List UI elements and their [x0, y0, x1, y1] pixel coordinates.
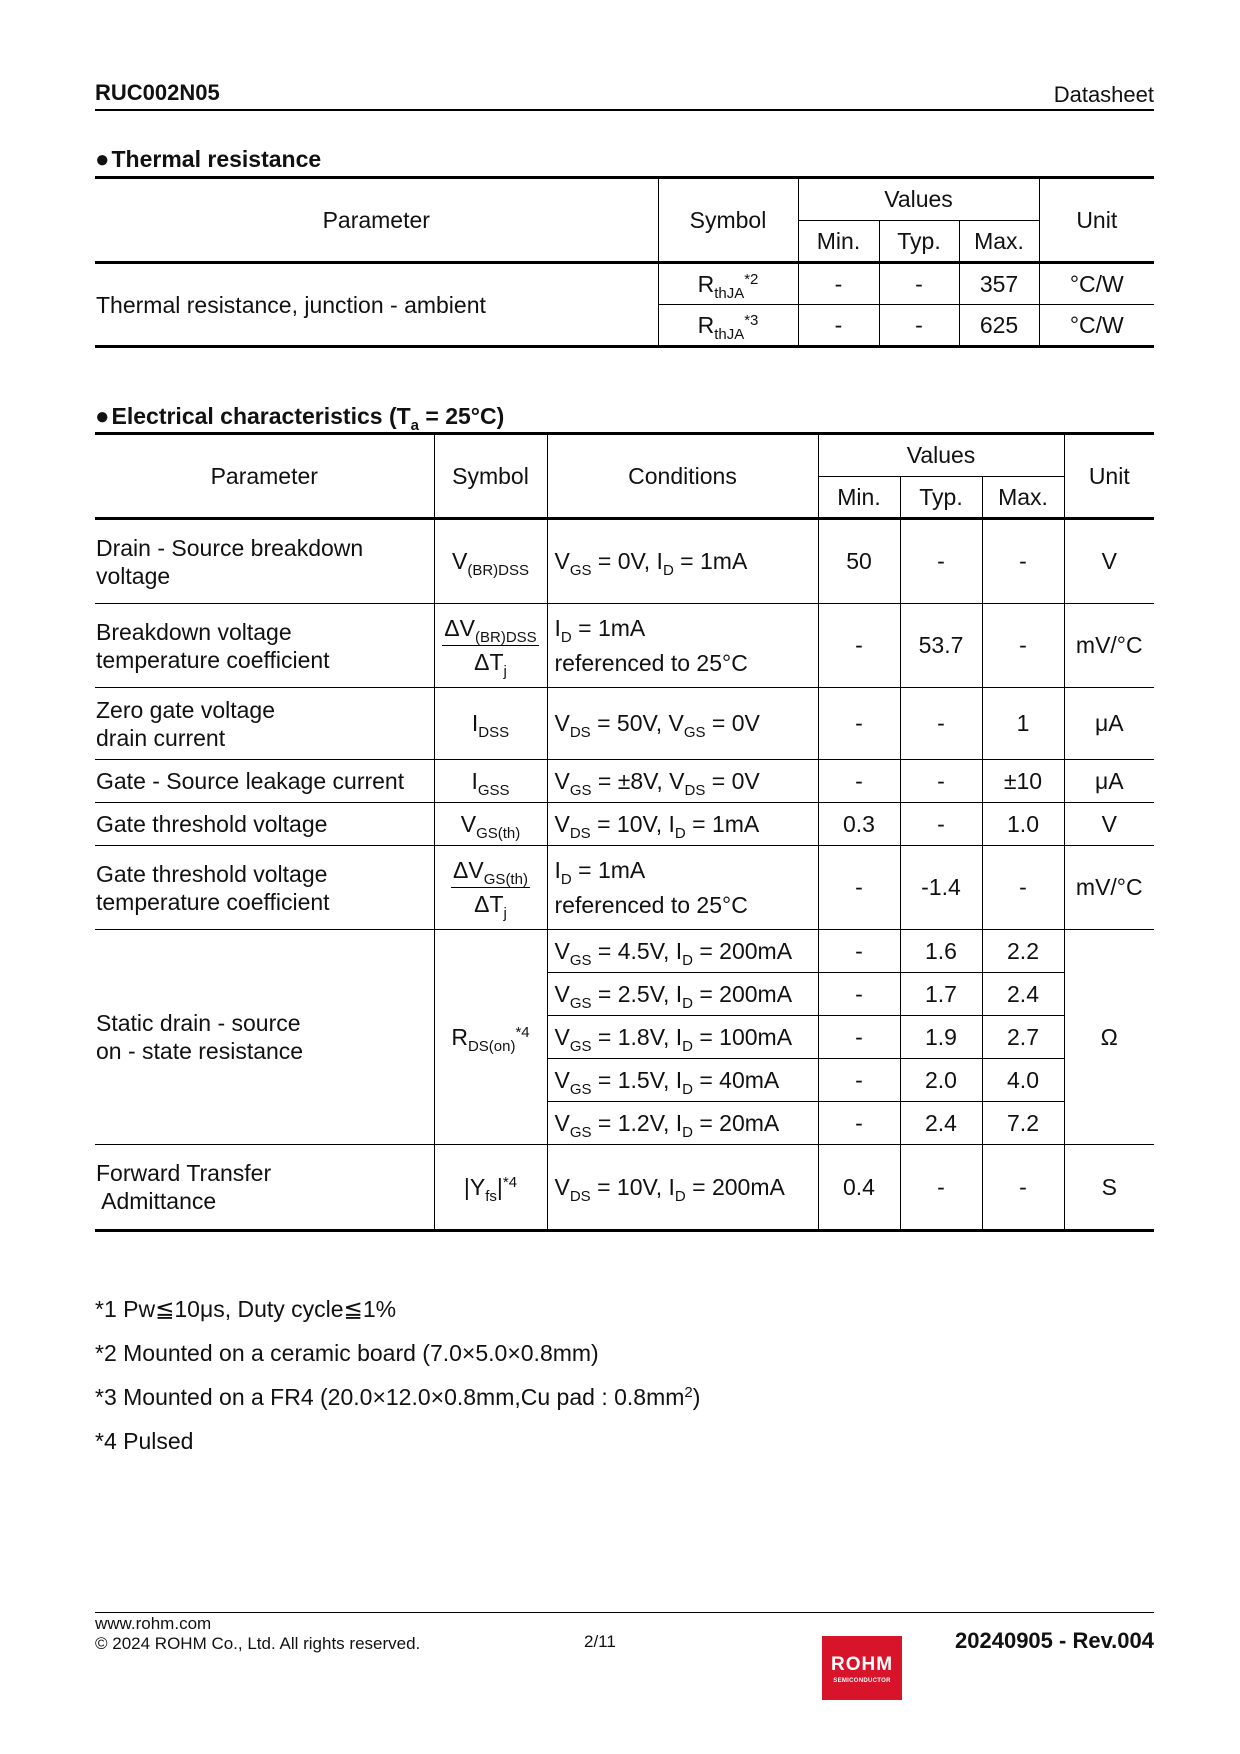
unit-rdson: Ω — [1064, 930, 1154, 1145]
elec-col-min: Min. — [818, 477, 900, 519]
min-rdson: - — [818, 973, 900, 1016]
thermal-title-text: Thermal resistance — [111, 146, 322, 172]
typ-rdson: 1.7 — [900, 973, 982, 1016]
table-row — [95, 604, 1154, 688]
max-rdson: 7.2 — [982, 1102, 1064, 1145]
thermal-min: - — [798, 305, 879, 347]
unit-bvdss: V — [1064, 519, 1154, 604]
table-row — [95, 1145, 1154, 1231]
min-rdson: - — [818, 1102, 900, 1145]
cond-rdson: $V_{GS} = 2.5V$, $I_D = 200mA$ — [547, 973, 818, 1016]
elec-col-values: Values — [818, 434, 1064, 477]
note-1: *1 Pw≦10μs, Duty cycle≦1% — [95, 1296, 397, 1322]
table-row — [95, 688, 1154, 760]
thermal-col-min: Min. — [798, 221, 879, 263]
max-igss: ±10 — [982, 760, 1064, 803]
unit-vth: V — [1064, 803, 1154, 846]
thermal-col-values: Values — [798, 178, 1039, 221]
note-2: *2 Mounted on a ceramic board (7.0×5.0×0.8mm) — [95, 1340, 599, 1366]
thermal-unit: °C/W — [1039, 305, 1154, 347]
typ-yfs: - — [900, 1145, 982, 1231]
elec-col-unit: Unit — [1064, 434, 1154, 519]
thermal-col-max: Max. — [959, 221, 1039, 263]
thermal-typ: - — [879, 263, 959, 305]
cond-vthtc: $I_D = 1mA$ referenced to 25°C — [547, 846, 818, 930]
page-number: 2/11 — [584, 1632, 616, 1651]
elec-col-conditions: Conditions — [547, 434, 818, 519]
thermal-max: 625 — [959, 305, 1039, 347]
symbol-rdson: $R_{DS(on)}^{*4}$ — [434, 930, 547, 1145]
max-rdson: 2.4 — [982, 973, 1064, 1016]
param-bvtc: Breakdown voltage temperature coefficient — [95, 604, 434, 688]
max-rdson: 4.0 — [982, 1059, 1064, 1102]
param-vth: Gate threshold voltage — [95, 803, 434, 846]
elec-col-symbol: Symbol — [434, 434, 547, 519]
header-divider — [95, 109, 1154, 111]
electrical-table — [95, 432, 1154, 1232]
symbol-vthtc: $\frac{\Delta V_{GS(th)}}{\Delta T_j}$ — [434, 846, 547, 930]
max-bvdss: - — [982, 519, 1064, 604]
cond-bvtc: $I_D = 1mA$ referenced to 25°C — [547, 604, 818, 688]
cond-yfs: $V_{DS} = 10V$, $I_D = 200mA$ — [547, 1145, 818, 1231]
param-rdson: Static drain - source on - state resistance — [95, 930, 434, 1145]
typ-igss: - — [900, 760, 982, 803]
cond-rdson: $V_{GS} = 1.5V$, $I_D = 40mA$ — [547, 1059, 818, 1102]
footer-divider — [95, 1612, 1154, 1613]
typ-rdson: 2.0 — [900, 1059, 982, 1102]
thermal-section-title — [95, 146, 321, 174]
bullet-icon: ● — [95, 146, 110, 173]
thermal-col-typ: Typ. — [879, 221, 959, 263]
footer-copyright: © 2024 ROHM Co., Ltd. All rights reserved. — [95, 1634, 421, 1653]
thermal-col-unit: Unit — [1039, 178, 1154, 263]
symbol-idss: $I_{DSS}$ — [434, 688, 547, 760]
unit-bvtc: mV/°C — [1064, 604, 1154, 688]
table-row — [95, 263, 1154, 305]
symbol-vth: $V_{GS(th)}$ — [434, 803, 547, 846]
footer-url[interactable]: www.rohm.com — [95, 1614, 212, 1633]
cond-rdson: $V_{GS} = 4.5V$, $I_D = 200mA$ — [547, 930, 818, 973]
param-vthtc: Gate threshold voltage temperature coefficient — [95, 846, 434, 930]
document-type: Datasheet — [1053, 82, 1154, 107]
thermal-col-symbol: Symbol — [658, 178, 798, 263]
unit-yfs: S — [1064, 1145, 1154, 1231]
max-yfs: - — [982, 1145, 1064, 1231]
table-row — [95, 930, 1154, 973]
bullet-icon: ● — [95, 403, 110, 430]
max-idss: 1 — [982, 688, 1064, 760]
min-vth: 0.3 — [818, 803, 900, 846]
typ-vth: - — [900, 803, 982, 846]
cond-bvdss: $V_{GS} = 0V$, $I_D = 1mA$ — [547, 519, 818, 604]
cond-igss: $V_{GS} = \pm 8V$, $V_{DS} = 0V$ — [547, 760, 818, 803]
thermal-table — [95, 176, 1154, 348]
unit-vthtc: mV/°C — [1064, 846, 1154, 930]
typ-rdson: 1.6 — [900, 930, 982, 973]
typ-rdson: 2.4 — [900, 1102, 982, 1145]
min-bvtc: - — [818, 604, 900, 688]
thermal-symbol: $R_{thJA}^{*2}$ — [658, 263, 798, 305]
thermal-col-parameter: Parameter — [95, 178, 658, 263]
revision: 20240905 - Rev.004 — [955, 1628, 1154, 1653]
max-vthtc: - — [982, 846, 1064, 930]
min-rdson: - — [818, 1016, 900, 1059]
typ-idss: - — [900, 688, 982, 760]
min-idss: - — [818, 688, 900, 760]
max-rdson: 2.7 — [982, 1016, 1064, 1059]
max-vth: 1.0 — [982, 803, 1064, 846]
max-rdson: 2.2 — [982, 930, 1064, 973]
unit-idss: μA — [1064, 688, 1154, 760]
typ-bvtc: 53.7 — [900, 604, 982, 688]
table-row — [95, 519, 1154, 604]
symbol-yfs: $|Y_{fs}|^{*4}$ — [434, 1145, 547, 1231]
typ-rdson: 1.9 — [900, 1016, 982, 1059]
param-yfs: Forward Transfer Admittance — [95, 1145, 434, 1231]
table-row — [95, 803, 1154, 846]
min-bvdss: 50 — [818, 519, 900, 604]
table-row — [95, 846, 1154, 930]
elec-col-parameter: Parameter — [95, 434, 434, 519]
symbol-igss: $I_{GSS}$ — [434, 760, 547, 803]
cond-rdson: $V_{GS} = 1.8V$, $I_D = 100mA$ — [547, 1016, 818, 1059]
unit-igss: μA — [1064, 760, 1154, 803]
typ-bvdss: - — [900, 519, 982, 604]
elec-col-typ: Typ. — [900, 477, 982, 519]
max-bvtc: - — [982, 604, 1064, 688]
part-number: RUC002N05 — [95, 80, 220, 105]
symbol-bvtc: $\frac{\Delta V_{(BR)DSS}}{\Delta T_j}$ — [434, 604, 547, 688]
param-igss: Gate - Source leakage current — [95, 760, 434, 803]
param-bvdss: Drain - Source breakdown voltage — [95, 519, 434, 604]
thermal-typ: - — [879, 305, 959, 347]
note-4: *4 Pulsed — [95, 1428, 194, 1454]
min-rdson: - — [818, 930, 900, 973]
min-vthtc: - — [818, 846, 900, 930]
thermal-symbol: $R_{thJA}^{*3}$ — [658, 305, 798, 347]
typ-vthtc: -1.4 — [900, 846, 982, 930]
min-yfs: 0.4 — [818, 1145, 900, 1231]
min-igss: - — [818, 760, 900, 803]
rohm-logo: ROHM SEMICONDUCTOR — [822, 1636, 902, 1700]
cond-vth: $V_{DS} = 10V$, $I_D = 1mA$ — [547, 803, 818, 846]
cond-rdson: $V_{GS} = 1.2V$, $I_D = 20mA$ — [547, 1102, 818, 1145]
thermal-parameter: Thermal resistance, junction - ambient — [95, 263, 658, 347]
thermal-unit: °C/W — [1039, 263, 1154, 305]
param-idss: Zero gate voltage drain current — [95, 688, 434, 760]
thermal-max: 357 — [959, 263, 1039, 305]
elec-col-max: Max. — [982, 477, 1064, 519]
min-rdson: - — [818, 1059, 900, 1102]
thermal-min: - — [798, 263, 879, 305]
symbol-bvdss: $V_{(BR)DSS}$ — [434, 519, 547, 604]
note-3: *3 Mounted on a FR4 (20.0×12.0×0.8mm,Cu pad : $0.8mm^2$) — [95, 1384, 701, 1410]
table-row — [95, 760, 1154, 803]
cond-idss: $V_{DS} = 50V$, $V_{GS} = 0V$ — [547, 688, 818, 760]
electrical-section-title: ●Electrical characteristics $(T_a = 25^\circ C)$ — [95, 403, 505, 434]
